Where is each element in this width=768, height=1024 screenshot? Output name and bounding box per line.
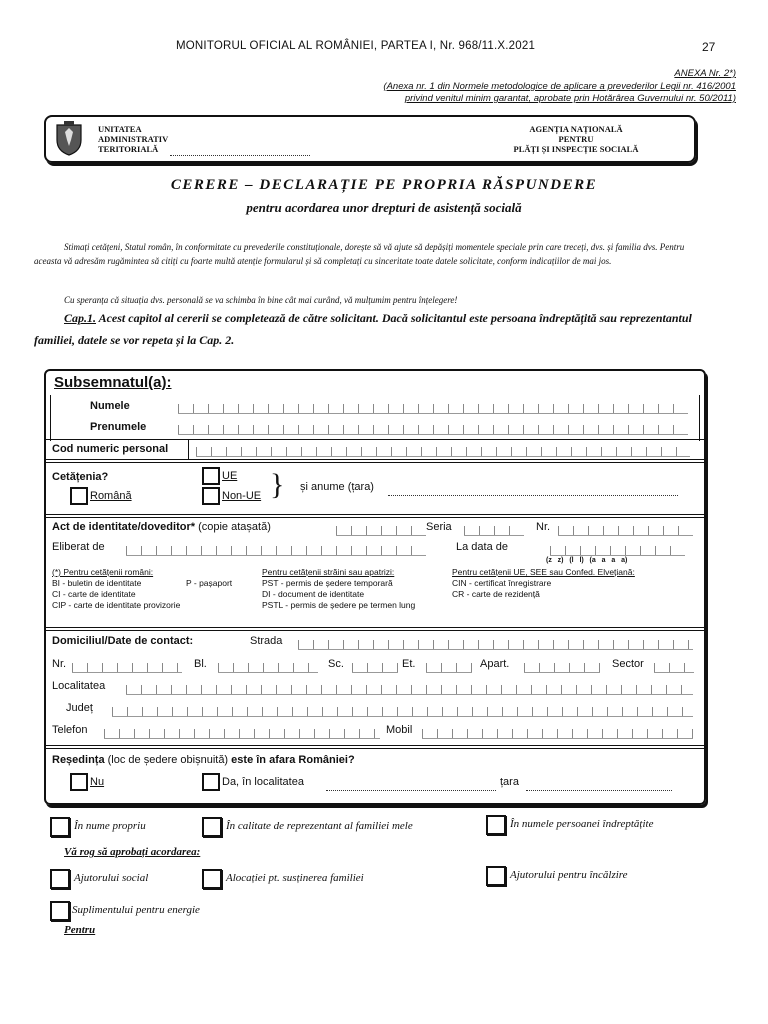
strada-field[interactable] xyxy=(298,640,693,650)
numele-persoanei-label: În numele persoanei îndreptățite xyxy=(510,818,654,830)
legend-cip: CIP - carte de identitate provizorie xyxy=(52,600,181,610)
sc-label: Sc. xyxy=(328,658,344,670)
legend-cr: CR - carte de rezidență xyxy=(452,589,540,599)
alocatie-label: Alocației pt. susținerea familiei xyxy=(226,872,364,884)
legend-ue-head: Pentru cetățenii UE, SEE sau Confed. Elvețiană: xyxy=(452,567,635,577)
numele-persoanei-checkbox[interactable] xyxy=(486,815,506,835)
annex-line-2: privind venitul minim garantat, aprobate prin Hotărârea Guvernului nr. 50/2011) xyxy=(404,93,736,104)
legend-pstl: PSTL - permis de ședere pe termen lung xyxy=(262,600,416,610)
bl-label: Bl. xyxy=(194,658,207,670)
form-heading: Subsemnatul(a): xyxy=(54,374,172,391)
chapter-1-text: Acest capitol al cererii se completează de către solicitant. Dacă solicitantul este persoana îndreptățită sau reprezentantul familiei, datele se vor repeta și la Cap. 2. xyxy=(34,311,692,347)
form-title: CERERE – DECLARAȚIE PE PROPRIA RĂSPUNDERE xyxy=(170,177,598,193)
resedinta-tara-field[interactable] xyxy=(526,789,672,791)
legend-bi: BI - buletin de identitate xyxy=(52,578,142,588)
non-ue-label: Non-UE xyxy=(222,490,262,502)
telefon-field[interactable] xyxy=(104,729,380,739)
page-number: 27 xyxy=(702,40,716,54)
coat-of-arms-icon xyxy=(54,120,84,156)
ajutor-incalzire-checkbox[interactable] xyxy=(486,866,506,886)
applicant-form xyxy=(44,369,706,805)
apart-label: Apart. xyxy=(480,658,510,670)
seria-field[interactable] xyxy=(464,526,524,536)
nr-label: Nr. xyxy=(536,521,551,533)
legend-ro-head: (*) Pentru cetățenii români: xyxy=(52,567,154,577)
sector-field[interactable] xyxy=(654,663,694,673)
judet-field[interactable] xyxy=(112,707,693,717)
nume-propriu-label: În nume propriu xyxy=(74,820,146,832)
pentru-label: Pentru xyxy=(64,924,96,936)
cnp-field[interactable] xyxy=(196,447,690,457)
eliberat-label: Eliberat de xyxy=(52,541,105,553)
et-field[interactable] xyxy=(426,663,472,673)
seria-label: Seria xyxy=(426,521,452,533)
resedinta-row xyxy=(52,754,355,766)
ajutor-incalzire-label: Ajutorului pentru încălzire xyxy=(510,869,628,881)
reprezentant-label: În calitate de reprezentant al familiei mele xyxy=(226,820,413,832)
mobil-field[interactable] xyxy=(422,729,693,739)
cnp-label: Cod numeric personal xyxy=(52,443,169,455)
intro-thanks: Cu speranța că situația dvs. personală se va schimba în bine cât mai curând, vă mulțumim pentru înțelegere! xyxy=(64,295,458,305)
resedinta-question: este în afara României? xyxy=(231,754,355,766)
telefon-label: Telefon xyxy=(52,724,88,736)
legend-cin: CIN - certificat înregistrare xyxy=(452,578,552,588)
nume-propriu-checkbox[interactable] xyxy=(50,817,70,837)
legend-pst: PST - permis de ședere temporară xyxy=(262,578,393,588)
chapter-1-label: Cap.1. xyxy=(64,311,97,325)
si-anume-label: și anume (țara) xyxy=(300,481,374,493)
form-subtitle: pentru acordarea unor drepturi de asistență socială xyxy=(246,200,522,215)
date-format-hint: (z z) (l l) (a a a a) xyxy=(546,557,628,564)
nume-field[interactable] xyxy=(178,404,688,414)
ajutor-social-label: Ajutorului social xyxy=(74,872,149,884)
sector-label: Sector xyxy=(612,658,644,670)
legend-pasaport: P - pașaport xyxy=(186,578,233,588)
resedinta-nu-checkbox[interactable] xyxy=(70,773,88,791)
agency-line-2: PENTRU xyxy=(558,134,594,144)
ajutor-social-checkbox[interactable] xyxy=(50,869,70,889)
intro-paragraph: Stimați cetățeni, Statul român, în conformitate cu prevederile constituționale, dorește să vă ajute să depășiți momentele speciale prin care treceți, dvs. și familia dvs. Pentru aceasta vă adresăm rugămintea să citiți cu foarte multă atenție formularul și să completați cu sinceritate toate datele solicitate, conform indicațiilor de mai jos. xyxy=(34,242,685,266)
legend-di: DI - document de identitate xyxy=(262,589,365,599)
sc-field[interactable] xyxy=(352,663,398,673)
resedinta-da-label: Da, în localitatea xyxy=(222,776,304,788)
tara-field[interactable] xyxy=(388,494,678,496)
aprobare-heading: Vă rog să aprobați acordarea: xyxy=(64,846,201,858)
legend-ci: CI - carte de identitate xyxy=(52,589,136,599)
localitatea-field[interactable] xyxy=(126,685,693,695)
nr-address-field[interactable] xyxy=(72,663,182,673)
apart-field[interactable] xyxy=(524,663,600,673)
brace-glyph: } xyxy=(270,468,285,501)
authority-box xyxy=(44,115,696,163)
judet-label: Județ xyxy=(66,702,93,714)
act-type-field[interactable] xyxy=(336,526,426,536)
gazette-header: MONITORUL OFICIAL AL ROMÂNIEI, PARTEA I, Nr. 968/11.X.2021 xyxy=(176,40,536,52)
annex-title: ANEXA Nr. 2*) xyxy=(674,68,736,79)
romana-label: Română xyxy=(90,490,132,502)
act-label: Act de identitate/doveditor* xyxy=(52,521,196,533)
et-label: Et. xyxy=(402,658,416,670)
chapter-1-note xyxy=(34,307,698,351)
nume-label: Numele xyxy=(90,400,130,412)
domiciliu-label: Domiciliul/Date de contact: xyxy=(52,635,194,647)
romana-checkbox[interactable] xyxy=(70,487,88,505)
ue-label: UE xyxy=(222,470,238,482)
act-note: (copie atașată) xyxy=(198,521,271,533)
bl-field[interactable] xyxy=(218,663,318,673)
act-nr-field[interactable] xyxy=(558,526,693,536)
la-data-label: La data de xyxy=(456,541,508,553)
prenume-label: Prenumele xyxy=(90,421,147,433)
prenume-field[interactable] xyxy=(178,425,688,435)
ue-checkbox[interactable] xyxy=(202,467,220,485)
data-field[interactable] xyxy=(550,546,685,556)
supliment-energie-label: Suplimentului pentru energie xyxy=(72,904,200,916)
nr-address-label: Nr. xyxy=(52,658,67,670)
alocatie-checkbox[interactable] xyxy=(202,869,222,889)
resedinta-label: Reședința xyxy=(52,754,105,766)
localitatea-label: Localitatea xyxy=(52,680,106,692)
eliberat-field[interactable] xyxy=(126,546,426,556)
non-ue-checkbox[interactable] xyxy=(202,487,220,505)
uat-line-1: UNITATEA xyxy=(98,124,142,134)
resedinta-nu-label: Nu xyxy=(90,776,105,788)
uat-line-2: ADMINISTRATIV xyxy=(98,134,169,144)
uat-line-3: TERITORIALĂ xyxy=(98,144,159,154)
cetatenia-label: Cetățenia? xyxy=(52,471,109,483)
agency-line-1: AGENȚIA NAȚIONALĂ xyxy=(529,124,623,134)
resedinta-da-checkbox[interactable] xyxy=(202,773,220,791)
agency-line-3: PLĂȚI ȘI INSPECȚIE SOCIALĂ xyxy=(513,144,639,154)
supliment-energie-checkbox[interactable] xyxy=(50,901,70,921)
uat-fill-line[interactable] xyxy=(170,154,310,156)
mobil-label: Mobil xyxy=(386,724,413,736)
reprezentant-checkbox[interactable] xyxy=(202,817,222,837)
annex-line-1: (Anexa nr. 1 din Normele metodologice de aplicare a prevederilor Legii nr. 416/2001 xyxy=(383,81,736,92)
resedinta-tara-label: țara xyxy=(500,776,519,788)
resedinta-localitate-field[interactable] xyxy=(326,789,496,791)
legend-straini-head: Pentru cetățenii străini sau apatrizi: xyxy=(262,567,395,577)
act-row xyxy=(52,521,271,533)
strada-label: Strada xyxy=(250,635,283,647)
resedinta-note: (loc de ședere obișnuită) xyxy=(107,754,229,766)
